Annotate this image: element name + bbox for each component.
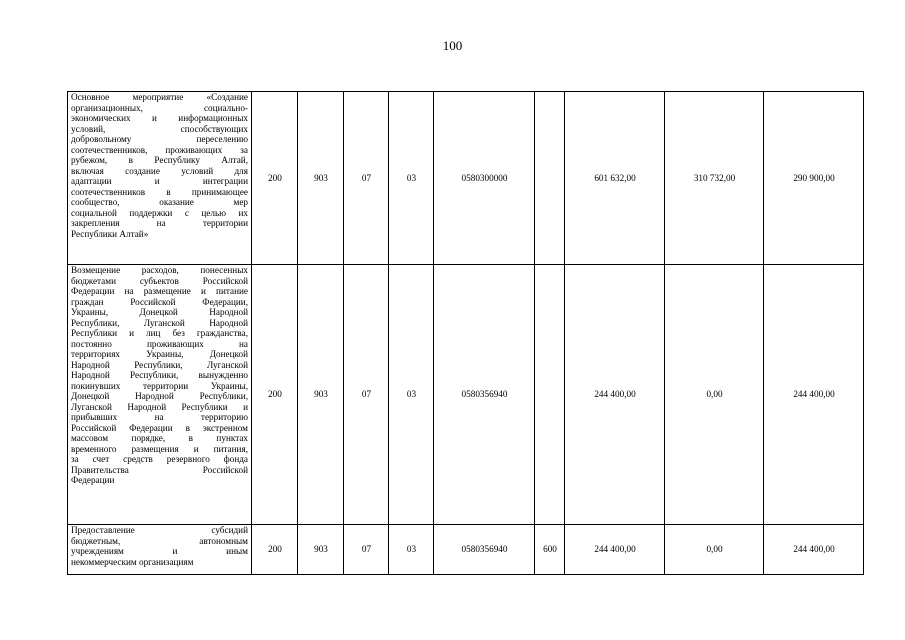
subsection-code: 03: [389, 92, 434, 265]
description-line: массовом порядке, в пунктах: [71, 433, 248, 443]
expense-type-code: 600: [535, 525, 565, 575]
row-description: [68, 265, 252, 525]
description-line: Федерации на размещение и питание: [71, 286, 248, 296]
description-line: Основное мероприятие «Создание: [71, 92, 248, 102]
description-line: бюджетным, автономным: [71, 535, 248, 546]
amount-total: 244 400,00: [565, 525, 665, 575]
table-row: [68, 525, 864, 575]
subsection-code: 03: [389, 525, 434, 575]
target-article-code: 0580356940: [434, 265, 535, 525]
description-line: покинувших территории Украины,: [71, 380, 248, 391]
expense-type-code: [535, 265, 565, 525]
amount-total: 244 400,00: [565, 265, 665, 525]
description-line: граждан Российской Федерации,: [71, 296, 248, 307]
ministry-code: 903: [298, 525, 344, 575]
description-line: социальной поддержки с целью их: [71, 207, 248, 218]
target-article-code: 0580356940: [434, 525, 535, 575]
description-line: учреждениям и иным: [71, 546, 248, 556]
amount-regional: 244 400,00: [764, 265, 864, 525]
amount-federal: 0,00: [665, 525, 764, 575]
section-code: 07: [344, 92, 389, 265]
description-line: адаптации и интеграции: [71, 176, 248, 186]
amount-federal: 0,00: [665, 265, 764, 525]
description-line: прибывших на территорию: [71, 412, 248, 422]
expense-type-code: [535, 92, 565, 265]
section-code: 07: [344, 525, 389, 575]
kvr-code: 200: [252, 525, 298, 575]
section-code: 07: [344, 265, 389, 525]
description-line: Народной Республики, вынужденно: [71, 370, 248, 380]
description-line: Донецкой Народной Республики,: [71, 391, 248, 401]
budget-table: [67, 91, 864, 575]
description-line: условий, способствующих: [71, 123, 248, 134]
description-line: Республики и лиц без гражданства,: [71, 328, 248, 338]
description-line: Российской Федерации в экстренном: [71, 422, 248, 433]
description-line: некоммерческим организациям: [71, 556, 194, 567]
description-line: Федерации: [71, 475, 115, 485]
description-line: соотечественников в принимающее: [71, 186, 248, 197]
ministry-code: 903: [298, 92, 344, 265]
description-line: Луганской Народной Республики и: [71, 401, 248, 412]
description-line: включая создание условий для: [71, 165, 248, 176]
description-line: Правительства Российской: [71, 464, 248, 475]
amount-total: 601 632,00: [565, 92, 665, 265]
amount-regional: 290 900,00: [764, 92, 864, 265]
description-line: Республики, Луганской Народной: [71, 317, 248, 328]
description-line: добровольному переселению: [71, 134, 248, 144]
description-line: территориях Украины, Донецкой: [71, 349, 248, 359]
description-line: за счет средств резервного фонда: [71, 454, 248, 464]
description-line: постоянно проживающих на: [71, 338, 248, 349]
description-line: рубежом, в Республику Алтай,: [71, 155, 248, 165]
amount-federal: 310 732,00: [665, 92, 764, 265]
description-line: Республики Алтай»: [71, 228, 149, 239]
description-line: закрепления на территории: [71, 218, 248, 228]
row-description: [68, 525, 252, 575]
description-line: бюджетами субъектов Российской: [71, 275, 248, 286]
kvr-code: 200: [252, 92, 298, 265]
description-line: соотечественников, проживающих за: [71, 144, 248, 155]
amount-regional: 244 400,00: [764, 525, 864, 575]
description-line: Украины, Донецкой Народной: [71, 307, 248, 317]
row-description: [68, 92, 252, 265]
description-line: экономических и информационных: [71, 113, 248, 123]
description-line: Возмещение расходов, понесенных: [71, 265, 248, 275]
table-row: [68, 265, 864, 525]
description-line: организационных, социально-: [71, 102, 248, 113]
kvr-code: 200: [252, 265, 298, 525]
table-row: [68, 92, 864, 265]
description-line: Народной Республики, Луганской: [71, 359, 248, 370]
ministry-code: 903: [298, 265, 344, 525]
page-number: 100: [442, 38, 463, 53]
description-line: временного размещения и питания,: [71, 443, 248, 454]
description-line: Предоставление субсидий: [71, 525, 248, 535]
target-article-code: 0580300000: [434, 92, 535, 265]
description-line: сообщество, оказание мер: [71, 197, 248, 207]
subsection-code: 03: [389, 265, 434, 525]
